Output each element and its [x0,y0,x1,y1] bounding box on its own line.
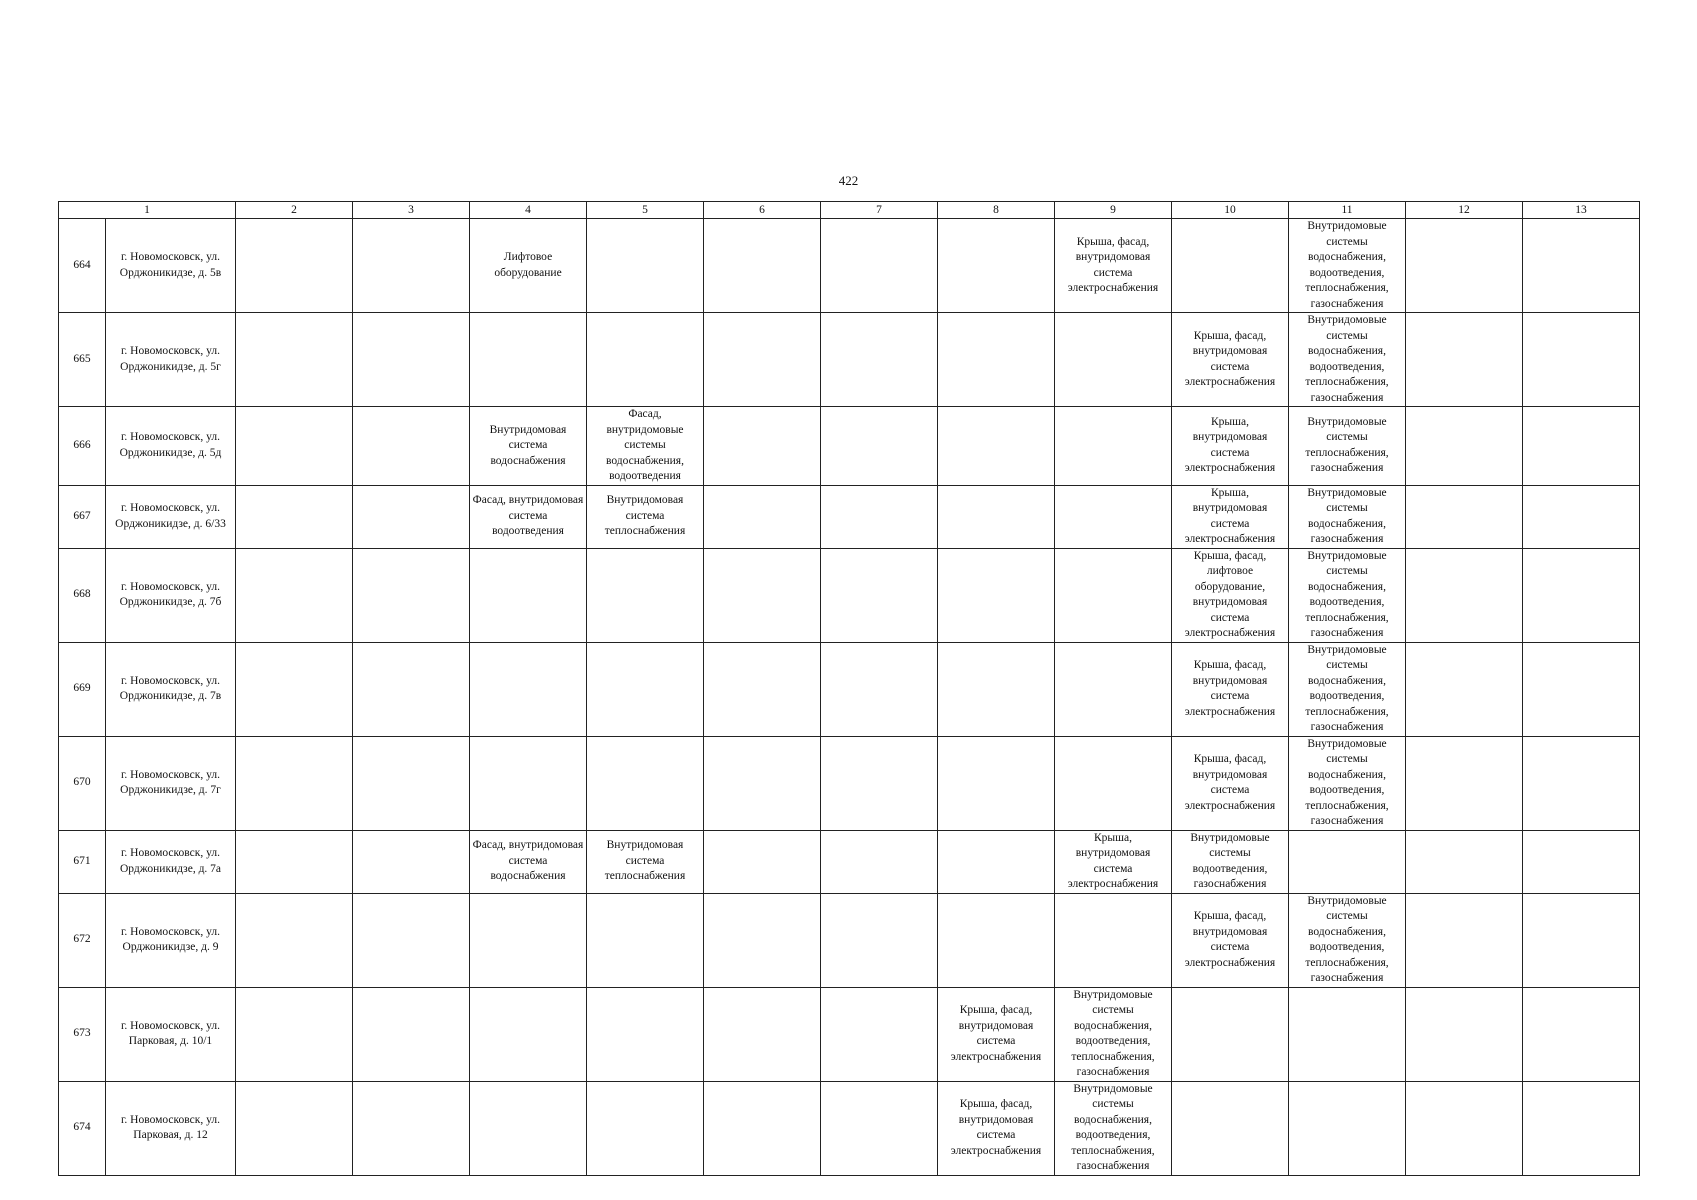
page-number: 422 [838,173,859,188]
address-cell: г. Новомосковск, ул. Парковая, д. 12 [106,1081,236,1175]
work-type-cell: Крыша, внутридомовая система электроснабжения [1172,407,1289,486]
work-type-cell [353,830,470,893]
row-number: 673 [59,987,106,1081]
work-type-cell: Крыша, фасад, внутридомовая система электроснабжения [1055,219,1172,313]
table-row [59,313,1640,407]
work-type-cell [821,893,938,987]
work-type-cell: Внутридомовая система теплоснабжения [587,830,704,893]
table-row [59,987,1640,1081]
work-type-cell [1523,219,1640,313]
column-header: 1 [59,202,236,219]
work-type-cell: Крыша, фасад, внутридомовая система электроснабжения [938,987,1055,1081]
work-type-cell [236,642,353,736]
work-type-cell: Внутридомовые системы теплоснабжения, газоснабжения [1289,407,1406,486]
work-type-cell [1289,1081,1406,1175]
work-type-cell [1172,219,1289,313]
work-type-cell [587,642,704,736]
work-type-cell [1172,987,1289,1081]
row-number: 671 [59,830,106,893]
work-type-cell [587,313,704,407]
work-type-cell [236,407,353,486]
row-number: 674 [59,1081,106,1175]
work-type-cell [1289,987,1406,1081]
column-header: 13 [1523,202,1640,219]
column-header: 6 [704,202,821,219]
work-type-cell: Крыша, фасад, внутридомовая система электроснабжения [1172,736,1289,830]
work-type-cell [587,219,704,313]
work-type-cell [587,893,704,987]
column-header: 5 [587,202,704,219]
work-type-cell [1523,987,1640,1081]
work-type-cell: Внутридомовые системы водоотведения, газоснабжения [1172,830,1289,893]
address-cell: г. Новомосковск, ул. Орджоникидзе, д. 6/33 [106,485,236,548]
table-row [59,1081,1640,1175]
work-type-cell [821,219,938,313]
work-type-cell [1055,893,1172,987]
address-cell: г. Новомосковск, ул. Парковая, д. 10/1 [106,987,236,1081]
work-type-cell: Крыша, внутридомовая система электроснабжения [1055,830,1172,893]
work-type-cell [821,987,938,1081]
work-type-cell [1406,830,1523,893]
address-cell: г. Новомосковск, ул. Орджоникидзе, д. 7б [106,548,236,642]
repair-schedule-table [58,201,1640,1176]
work-type-cell: Внутридомовые системы водоснабжения, водоотведения, теплоснабжения, газоснабжения [1289,893,1406,987]
work-type-cell [353,736,470,830]
work-type-cell [704,987,821,1081]
work-type-cell [353,407,470,486]
work-type-cell: Внутридомовые системы водоснабжения, водоотведения, теплоснабжения, газоснабжения [1289,313,1406,407]
work-type-cell [353,642,470,736]
work-type-cell: Внутридомовые системы водоснабжения, водоотведения, теплоснабжения, газоснабжения [1289,642,1406,736]
work-type-cell [1523,485,1640,548]
work-type-cell [1406,987,1523,1081]
work-type-cell [353,219,470,313]
column-header: 2 [236,202,353,219]
work-type-cell: Фасад, внутридомовые системы водоснабжения, водоотведения [587,407,704,486]
work-type-cell [821,548,938,642]
column-header: 4 [470,202,587,219]
work-type-cell [1406,736,1523,830]
column-header: 10 [1172,202,1289,219]
work-type-cell: Крыша, фасад, внутридомовая система электроснабжения [1172,893,1289,987]
address-cell: г. Новомосковск, ул. Орджоникидзе, д. 7а [106,830,236,893]
work-type-cell: Крыша, фасад, внутридомовая система электроснабжения [938,1081,1055,1175]
table-row [59,407,1640,486]
row-number: 664 [59,219,106,313]
work-type-cell: Внутридомовые системы водоснабжения, газоснабжения [1289,485,1406,548]
work-type-cell [353,548,470,642]
work-type-cell [1406,485,1523,548]
work-type-cell: Крыша, фасад, внутридомовая система электроснабжения [1172,642,1289,736]
work-type-cell [938,642,1055,736]
work-type-cell [1406,1081,1523,1175]
address-cell: г. Новомосковск, ул. Орджоникидзе, д. 5д [106,407,236,486]
work-type-cell [236,485,353,548]
work-type-cell: Внутридомовая система водоснабжения [470,407,587,486]
column-header: 8 [938,202,1055,219]
table-row [59,893,1640,987]
work-type-cell [938,830,1055,893]
table-row [59,642,1640,736]
work-type-cell [1289,830,1406,893]
work-type-cell: Фасад, внутридомовая система водоотведения [470,485,587,548]
work-type-cell [1523,893,1640,987]
work-type-cell [938,485,1055,548]
work-type-cell [236,1081,353,1175]
work-type-cell [470,987,587,1081]
address-cell: г. Новомосковск, ул. Орджоникидзе, д. 5г [106,313,236,407]
work-type-cell: Внутридомовые системы водоснабжения, водоотведения, теплоснабжения, газоснабжения [1289,219,1406,313]
work-type-cell [938,736,1055,830]
work-type-cell [821,736,938,830]
work-type-cell [938,407,1055,486]
work-type-cell [704,313,821,407]
address-cell: г. Новомосковск, ул. Орджоникидзе, д. 9 [106,893,236,987]
work-type-cell [938,893,1055,987]
work-type-cell [704,642,821,736]
column-header: 7 [821,202,938,219]
work-type-cell [587,1081,704,1175]
work-type-cell [1523,548,1640,642]
work-type-cell [353,893,470,987]
work-type-cell [236,219,353,313]
table-row [59,548,1640,642]
work-type-cell [821,1081,938,1175]
column-header: 11 [1289,202,1406,219]
work-type-cell [236,830,353,893]
address-cell: г. Новомосковск, ул. Орджоникидзе, д. 7г [106,736,236,830]
work-type-cell [704,485,821,548]
work-type-cell [236,987,353,1081]
work-type-cell [704,830,821,893]
work-type-cell [1055,642,1172,736]
work-type-cell [1406,219,1523,313]
row-number: 670 [59,736,106,830]
row-number: 668 [59,548,106,642]
work-type-cell [1406,893,1523,987]
work-type-cell [470,893,587,987]
work-type-cell [821,313,938,407]
work-type-cell [587,736,704,830]
work-type-cell [1055,736,1172,830]
header-row [59,202,1640,219]
work-type-cell [1055,485,1172,548]
work-type-cell [587,987,704,1081]
row-number: 667 [59,485,106,548]
work-type-cell [1523,642,1640,736]
row-number: 669 [59,642,106,736]
table-row [59,830,1640,893]
work-type-cell [938,313,1055,407]
work-type-cell: Внутридомовая система теплоснабжения [587,485,704,548]
work-type-cell [704,1081,821,1175]
work-type-cell [938,548,1055,642]
work-type-cell [236,736,353,830]
work-type-cell: Внутридомовые системы водоснабжения, водоотведения, теплоснабжения, газоснабжения [1055,1081,1172,1175]
address-cell: г. Новомосковск, ул. Орджоникидзе, д. 7в [106,642,236,736]
table-row [59,736,1640,830]
address-cell: г. Новомосковск, ул. Орджоникидзе, д. 5в [106,219,236,313]
work-type-cell [1523,736,1640,830]
work-type-cell [704,407,821,486]
work-type-cell [236,313,353,407]
work-type-cell [1523,830,1640,893]
work-type-cell [704,548,821,642]
work-type-cell [353,987,470,1081]
work-type-cell [1523,407,1640,486]
work-type-cell: Внутридомовые системы водоснабжения, водоотведения, теплоснабжения, газоснабжения [1289,548,1406,642]
row-number: 666 [59,407,106,486]
work-type-cell [1055,313,1172,407]
table-row [59,485,1640,548]
work-type-cell [353,313,470,407]
work-type-cell [821,407,938,486]
work-type-cell [1406,642,1523,736]
work-type-cell [1172,1081,1289,1175]
work-type-cell [704,736,821,830]
work-type-cell [1055,407,1172,486]
work-type-cell [821,642,938,736]
work-type-cell [938,219,1055,313]
column-header: 3 [353,202,470,219]
work-type-cell [1523,1081,1640,1175]
work-type-cell: Фасад, внутридомовая система водоснабжения [470,830,587,893]
work-type-cell [470,1081,587,1175]
work-type-cell [821,485,938,548]
work-type-cell [470,313,587,407]
work-type-cell [470,736,587,830]
work-type-cell: Крыша, внутридомовая система электроснабжения [1172,485,1289,548]
work-type-cell [1523,313,1640,407]
work-type-cell: Лифтовое оборудование [470,219,587,313]
work-type-cell [236,548,353,642]
work-type-cell [704,219,821,313]
work-type-cell [1406,313,1523,407]
work-type-cell: Внутридомовые системы водоснабжения, водоотведения, теплоснабжения, газоснабжения [1055,987,1172,1081]
table-row [59,219,1640,313]
work-type-cell [470,548,587,642]
row-number: 672 [59,893,106,987]
work-type-cell [353,485,470,548]
work-type-cell [236,893,353,987]
work-type-cell [704,893,821,987]
work-type-cell: Крыша, фасад, внутридомовая система электроснабжения [1172,313,1289,407]
work-type-cell [1406,407,1523,486]
work-type-cell [1406,548,1523,642]
work-type-cell [470,642,587,736]
column-header: 9 [1055,202,1172,219]
work-type-cell [1055,548,1172,642]
work-type-cell [821,830,938,893]
column-header: 12 [1406,202,1523,219]
work-type-cell [587,548,704,642]
work-type-cell: Крыша, фасад, лифтовое оборудование, внутридомовая система электроснабжения [1172,548,1289,642]
row-number: 665 [59,313,106,407]
work-type-cell [353,1081,470,1175]
work-type-cell: Внутридомовые системы водоснабжения, водоотведения, теплоснабжения, газоснабжения [1289,736,1406,830]
